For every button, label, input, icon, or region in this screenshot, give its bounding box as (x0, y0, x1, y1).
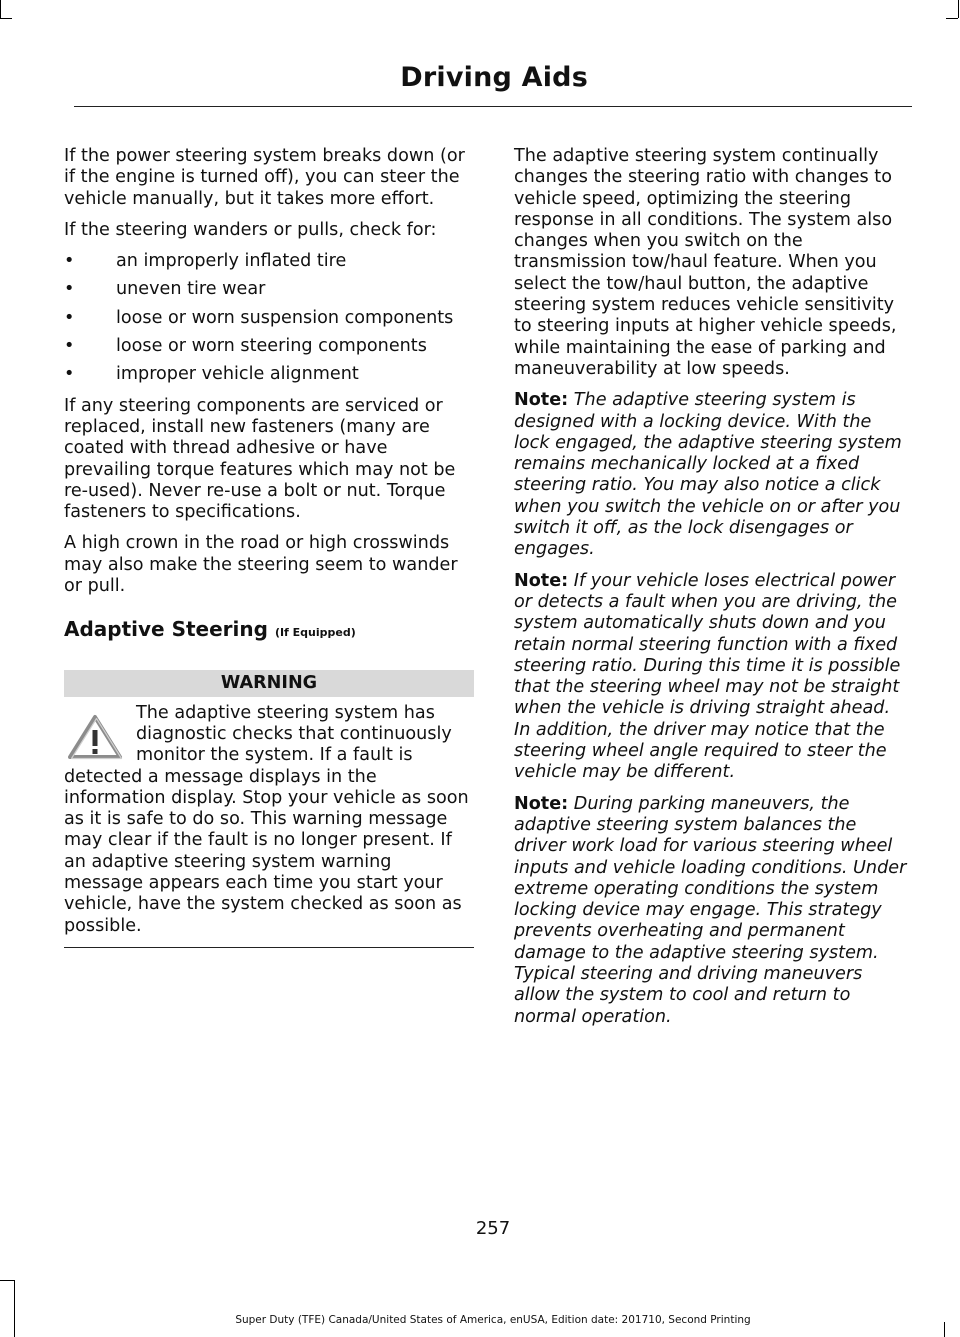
list-item: • an improperly inflated tire (64, 251, 347, 272)
paragraph-power-steering: If the power steering system breaks down (or if the engine is turned off), you can steer the vehicle manually, but it takes more effort. (64, 146, 465, 209)
heading-qualifier: (If Equipped) (274, 626, 356, 640)
warning-body (64, 703, 474, 937)
page-number: 257 (475, 1218, 511, 1239)
bullet-icon: • (64, 364, 75, 385)
warning-box (64, 670, 474, 948)
list-item: • uneven tire wear (64, 279, 266, 300)
warning-bottom-rule (64, 947, 474, 948)
checklist (64, 251, 474, 385)
list-item: • loose or worn suspension components (64, 307, 454, 328)
paragraph-crosswinds: A high crown in the road or high crosswinds may also make the steering seem to wander or pull. (64, 533, 458, 597)
heading-adaptive-steering: Adaptive Steering (If Equipped) (64, 617, 356, 642)
bullet-icon: • (64, 336, 75, 357)
list-item: • loose or worn steering components (64, 336, 427, 357)
note-parking-maneuvers: Note: During parking maneuvers, the adaptive steering system balances the driver work load for various steering wheel inputs and vehicle loading conditions. Under extreme operating conditions the system locking device may engage. This strategy prevents overheating and permanent damage to the adaptive steering system. Typical steering and driving maneuvers allow the system to cool and return to normal operation. (514, 793, 907, 1027)
crop-mark-top-left (0, 0, 1, 18)
crop-mark-top-left-h (0, 18, 12, 19)
paragraph-fasteners: If any steering components are serviced or replaced, install new fasteners (many are coated with thread adhesive or have prevailing torque features which may not be re-used). Never re-use a bolt or nut. Torque fasteners to specifications. (64, 395, 456, 523)
bullet-icon: • (64, 279, 75, 300)
crop-mark-top-right-h (946, 18, 958, 19)
list-item: • improper vehicle alignment (64, 364, 359, 385)
right-column (514, 146, 910, 1038)
warning-text: The adaptive steering system has diagnostic checks that continuously monitor the system. If a fault is detected a message displays in the information display. Stop your vehicle as soon as it is safe to do so. This warning message may clear if the fault is no longer present. If an adaptive steering system warning message appears each time you start your vehicle, have the system checked as soon as possible. (64, 702, 469, 936)
note-electrical-power: Note: If your vehicle loses electrical power or detects a fault when you are driving, the system automatically shuts down and you retain normal steering function with a fixed steering ratio. During this time it is possible that the steering wheel may not be straight when the vehicle is driving straight ahead. In addition, the driver may notice that the steering wheel angle required to steer the vehicle may be different. (514, 570, 901, 783)
note-locking-device: Note: The adaptive steering system is designed with a locking device. With the lock engaged, the adaptive steering system remains mechanically locked at a fixed steering ratio. You may also notice a click when you switch the vehicle on or after you switch it off, as the lock disengages or engages. (514, 390, 902, 560)
note-label: Note: (514, 570, 569, 591)
warning-label: WARNING (64, 670, 474, 697)
edition-footer: Super Duty (TFE) Canada/United States of America, enUSA, Edition date: 201710, Second Printing (235, 1314, 751, 1326)
crop-mark-bottom-left (14, 1280, 15, 1337)
note-label: Note: (514, 390, 569, 411)
paragraph-check-for: If the steering wanders or pulls, check for: (64, 219, 437, 240)
crop-mark-bottom-left-h (0, 1280, 14, 1281)
warning-triangle-icon (64, 711, 126, 763)
bullet-icon: • (64, 251, 75, 272)
bullet-icon: • (64, 307, 75, 328)
crop-mark-top-right (958, 0, 959, 18)
section-title: Driving Aids (400, 62, 588, 93)
left-column (64, 146, 474, 948)
note-label: Note: (514, 793, 569, 814)
header-rule (74, 106, 912, 107)
paragraph-adaptive-ratio: The adaptive steering system continually changes the steering ratio with changes to vehicle speed, optimizing the steering response in all conditions. The system also changes when you switch on the transmission tow/haul feature. When you select the tow/haul button, the adaptive steering system reduces vehicle sensitivity to steering inputs at higher vehicle speeds, while maintaining the ease of parking and maneuverability at low speeds. (514, 146, 897, 379)
